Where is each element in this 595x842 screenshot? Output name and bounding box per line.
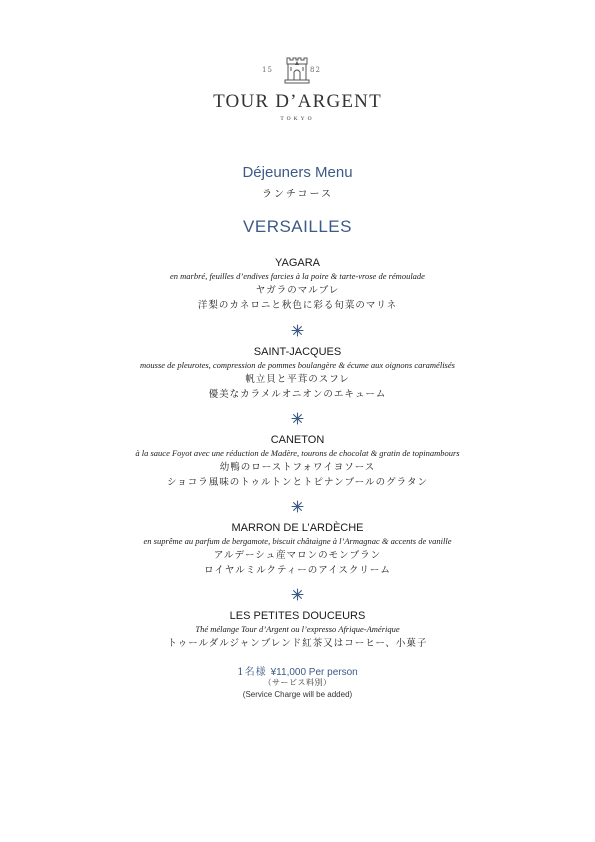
- dish-description-ja: ショコラ風味のトゥルトンとトピナンブールのグラタン: [166, 477, 429, 488]
- dish-description-fr: à la sauce Foyot avec une réduction de Madère, tourons de chocolat & gratin de topinambours: [135, 448, 460, 458]
- price-line: [0, 663, 595, 678]
- price-label-ja: 1名様: [237, 667, 267, 678]
- dish-description-fr: en suprême au parfum de bergamote, biscuit châtaigne à l’Armagnac & accents de vanille: [143, 536, 452, 546]
- dish-name-ja: 帆立貝と平茸のスフレ: [245, 374, 350, 385]
- menu-title: Déjeuners Menu: [242, 164, 353, 181]
- service-charge-note-en: (Service Charge will be added): [242, 690, 353, 699]
- dish-name-ja: アルデーシュ産マロンのモンブラン: [213, 550, 382, 561]
- dish-name-ja: トゥールダルジャンブレンド紅茶又はコーヒー、小菓子: [167, 638, 428, 649]
- founding-year-right: 82: [310, 66, 321, 74]
- service-charge-note-ja: （サービス料別）: [263, 678, 332, 687]
- snowflake-ornament-icon: [291, 500, 304, 513]
- dish-name: CANETON: [270, 434, 325, 446]
- course-title: VERSAILLES: [243, 217, 352, 236]
- dish-item: [0, 256, 595, 313]
- dish-description-fr: mousse de pleurotes, compression de pommes boulangère & écume aux oignons caramélisés: [140, 360, 455, 370]
- brand-city: TOKYO: [280, 116, 315, 122]
- price-amount: ¥11,000 Per person: [270, 667, 358, 678]
- snowflake-ornament-icon: [291, 412, 304, 425]
- snowflake-ornament-icon: [291, 324, 304, 337]
- castle-crest-icon: [282, 54, 312, 86]
- brand-wordmark: TOUR D’ARGENT: [213, 91, 382, 112]
- dish-item: [0, 345, 595, 402]
- dish-item: [0, 609, 595, 651]
- dish-description-ja: 優美なカラメルオニオンのエキューム: [208, 389, 387, 400]
- dish-item: [0, 521, 595, 578]
- dish-name: YAGARA: [274, 257, 321, 269]
- dish-name: LES PETITES DOUCEURS: [229, 610, 366, 622]
- founding-year-left: 15: [262, 66, 273, 74]
- dish-name-ja: 幼鴨のローストフォワイヨソース: [219, 462, 376, 473]
- dish-description-ja: 洋梨のカネロニと秋色に彩る旬菜のマリネ: [197, 300, 398, 311]
- dish-item: [0, 433, 595, 490]
- dish-name: SAINT-JACQUES: [253, 346, 342, 358]
- dish-description-ja: ロイヤルミルクティーのアイスクリーム: [204, 565, 391, 576]
- menu-subtitle: ランチコース: [261, 189, 334, 200]
- snowflake-ornament-icon: [291, 588, 304, 601]
- dish-name: MARRON DE L’ARDÈCHE: [231, 522, 364, 534]
- dish-description-fr: en marbré, feuilles d’endives farcies à la poire & tarte-vrose de rémoulade: [170, 271, 425, 281]
- dish-name-ja: ヤガラのマルブレ: [255, 285, 340, 296]
- dish-description-fr: Thé mélange Tour d’Argent ou l’expresso Afrique-Amérique: [195, 624, 400, 634]
